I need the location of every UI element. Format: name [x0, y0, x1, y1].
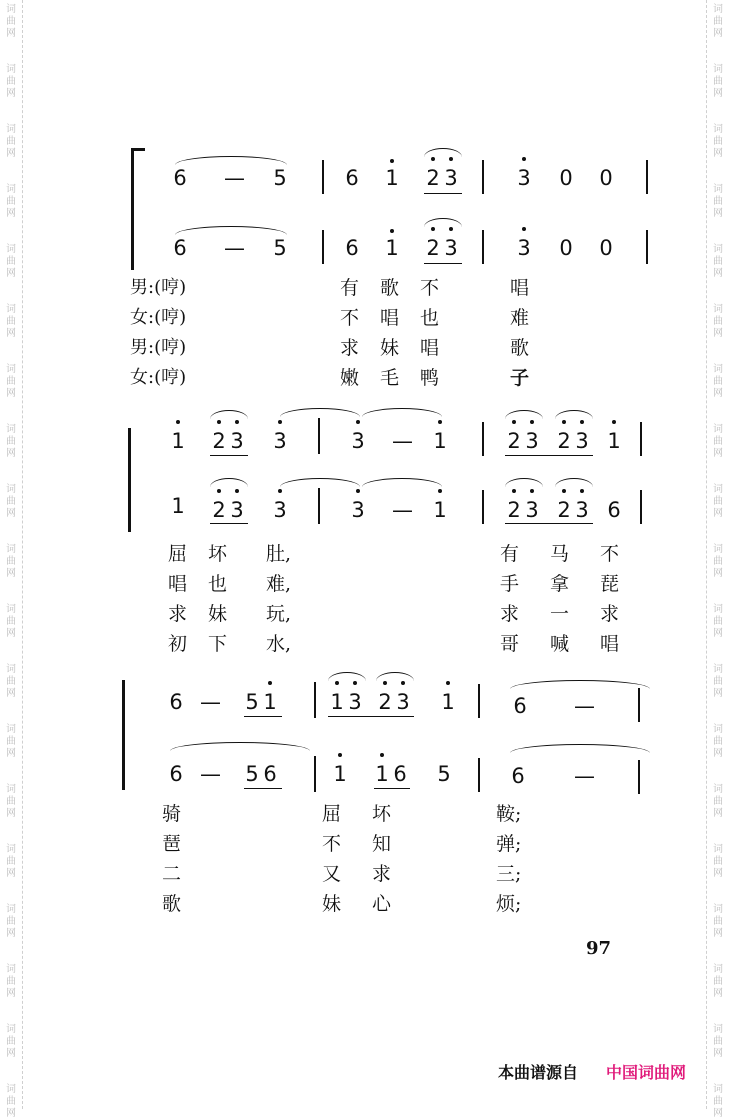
note: 5	[273, 166, 287, 190]
lyric: 鞍;	[496, 803, 522, 825]
note: 6	[169, 762, 183, 786]
watermark-text: 词 曲 网	[713, 784, 723, 819]
system-bracket	[122, 680, 125, 790]
tie	[280, 478, 360, 487]
note: 0	[599, 236, 613, 260]
octave-dot	[522, 227, 526, 231]
lyric: 唱	[600, 633, 620, 655]
watermark-column-right	[706, 0, 725, 1119]
underline	[210, 523, 248, 524]
octave-dot	[338, 753, 342, 757]
octave-dot	[522, 157, 526, 161]
barline	[482, 490, 484, 524]
lyric: 三;	[496, 863, 522, 885]
octave-dot	[512, 420, 516, 424]
note: 1	[171, 494, 185, 518]
sustain-dash: —	[200, 690, 221, 714]
sustain-dash: —	[392, 429, 413, 453]
watermark-text: 词 曲 网	[6, 904, 16, 939]
slur	[424, 218, 462, 227]
lyric: 不	[340, 307, 360, 329]
system-bracket-top	[131, 148, 145, 151]
octave-dot	[431, 227, 435, 231]
note: 6	[169, 690, 183, 714]
octave-dot	[530, 489, 534, 493]
lyric: 有	[500, 543, 520, 565]
lyric: 求	[600, 603, 620, 625]
lyric: 喊	[550, 633, 570, 655]
watermark-text: 词 曲 网	[713, 64, 723, 99]
tie	[170, 742, 310, 751]
sustain-dash: —	[574, 764, 595, 788]
underline	[505, 523, 593, 524]
note: 3	[348, 690, 362, 714]
octave-dot	[446, 681, 450, 685]
watermark-text: 词 曲 网	[6, 784, 16, 819]
barline	[482, 230, 484, 264]
slur	[505, 478, 543, 487]
lyric: 歌	[162, 893, 182, 915]
lyric: 坏	[372, 803, 392, 825]
note: 3	[230, 429, 244, 453]
note: 5	[273, 236, 287, 260]
note: 3	[351, 429, 365, 453]
octave-dot	[390, 229, 394, 233]
watermark-text: 词 曲 网	[713, 964, 723, 999]
lyric: 不	[420, 277, 440, 299]
octave-dot	[278, 420, 282, 424]
sustain-dash: —	[392, 498, 413, 522]
lyric: 求	[372, 863, 392, 885]
slur	[555, 478, 593, 487]
lyric: 鸭	[420, 367, 440, 389]
underline	[244, 788, 282, 789]
octave-dot	[176, 420, 180, 424]
note: 3	[525, 429, 539, 453]
watermark-text: 词 曲 网	[6, 124, 16, 159]
role-label: 男:(哼)	[130, 277, 187, 298]
underline	[424, 193, 462, 194]
underline	[424, 263, 462, 264]
lyric: 也	[208, 573, 228, 595]
note: 3	[396, 690, 410, 714]
watermark-text: 词 曲 网	[713, 724, 723, 759]
tie	[362, 478, 442, 487]
barline	[646, 160, 648, 194]
barline	[482, 422, 484, 456]
source-label: 本曲谱源自	[498, 1063, 579, 1082]
octave-dot	[268, 681, 272, 685]
lyric: 求	[168, 603, 188, 625]
note: 3	[273, 429, 287, 453]
octave-dot	[235, 489, 239, 493]
barline	[318, 418, 320, 454]
note: 1	[330, 690, 344, 714]
underline	[505, 455, 593, 456]
note: 2	[507, 429, 521, 453]
tie	[362, 408, 442, 417]
note: 2	[212, 429, 226, 453]
watermark-text: 词 曲 网	[6, 964, 16, 999]
page-number: 97	[586, 938, 612, 959]
lyric: 玩,	[266, 603, 292, 625]
note: 5	[437, 762, 451, 786]
watermark-text: 词 曲 网	[713, 304, 723, 339]
note: 0	[559, 166, 573, 190]
lyric: 骑	[162, 803, 182, 825]
lyric: 唱	[420, 337, 440, 359]
barline	[638, 688, 640, 722]
note: 3	[517, 166, 531, 190]
watermark-text: 词 曲 网	[713, 604, 723, 639]
note: 2	[507, 498, 521, 522]
note: 3	[444, 166, 458, 190]
octave-dot	[356, 489, 360, 493]
note: 1	[263, 690, 277, 714]
lyric: 求	[500, 603, 520, 625]
note: 1	[385, 236, 399, 260]
lyric: 子	[510, 367, 530, 389]
note: 2	[212, 498, 226, 522]
lyric: 知	[372, 833, 392, 855]
note: 3	[273, 498, 287, 522]
system-bracket	[128, 428, 131, 532]
octave-dot	[449, 227, 453, 231]
barline	[322, 230, 324, 264]
role-label: 女:(哼)	[130, 367, 187, 388]
underline	[374, 788, 410, 789]
lyric: 一	[550, 603, 570, 625]
octave-dot	[612, 420, 616, 424]
lyric: 求	[340, 337, 360, 359]
barline	[482, 160, 484, 194]
note: 3	[230, 498, 244, 522]
note: 2	[557, 498, 571, 522]
lyric: 屈	[168, 543, 188, 565]
watermark-text: 词 曲 网	[713, 904, 723, 939]
site-link[interactable]: 中国词曲网	[606, 1063, 687, 1082]
barline	[478, 758, 480, 792]
octave-dot	[438, 420, 442, 424]
octave-dot	[530, 420, 534, 424]
note: 3	[525, 498, 539, 522]
barline	[640, 490, 642, 524]
sustain-dash: —	[224, 236, 245, 260]
octave-dot	[380, 753, 384, 757]
sustain-dash: —	[224, 166, 245, 190]
barline	[478, 684, 480, 718]
octave-dot	[401, 681, 405, 685]
tie	[175, 156, 287, 165]
note: 6	[511, 764, 525, 788]
note: 1	[375, 762, 389, 786]
lyric: 歌	[380, 277, 400, 299]
note: 6	[393, 762, 407, 786]
lyric: 哥	[500, 633, 520, 655]
lyric: 琶	[162, 833, 182, 855]
lyric: 妹	[322, 893, 342, 915]
lyric: 难,	[266, 573, 292, 595]
watermark-text: 词 曲 网	[713, 1024, 723, 1059]
lyric: 唱	[168, 573, 188, 595]
lyric: 唱	[510, 277, 530, 299]
lyric: 弹;	[496, 833, 522, 855]
watermark-text: 词 曲 网	[6, 1024, 16, 1059]
note: 1	[333, 762, 347, 786]
watermark-text: 词 曲 网	[6, 844, 16, 879]
lyric: 心	[372, 893, 392, 915]
barline	[638, 760, 640, 794]
watermark-text: 词 曲 网	[713, 484, 723, 519]
note: 3	[517, 236, 531, 260]
barline	[314, 682, 316, 718]
lyric: 马	[550, 543, 570, 565]
lyric: 又	[322, 863, 342, 885]
watermark-text: 词 曲 网	[6, 64, 16, 99]
note: 2	[378, 690, 392, 714]
slur	[376, 672, 414, 681]
watermark-text: 词 曲 网	[713, 244, 723, 279]
lyric: 屈	[322, 803, 342, 825]
note: 5	[245, 690, 259, 714]
octave-dot	[383, 681, 387, 685]
underline	[244, 716, 282, 717]
watermark-text: 词 曲 网	[713, 1084, 723, 1119]
watermark-text: 词 曲 网	[6, 604, 16, 639]
note: 5	[245, 762, 259, 786]
lyric: 初	[168, 633, 188, 655]
lyric: 烦;	[496, 893, 522, 915]
lyric: 手	[500, 573, 520, 595]
lyric: 不	[322, 833, 342, 855]
watermark-text: 词 曲 网	[6, 664, 16, 699]
lyric: 也	[420, 307, 440, 329]
octave-dot	[562, 489, 566, 493]
watermark-text: 词 曲 网	[6, 4, 16, 39]
role-label: 男:(哼)	[130, 337, 187, 358]
slur	[328, 672, 366, 681]
octave-dot	[217, 420, 221, 424]
lyric: 毛	[380, 367, 400, 389]
note: 1	[441, 690, 455, 714]
watermark-text: 词 曲 网	[713, 544, 723, 579]
watermark-text: 词 曲 网	[6, 244, 16, 279]
watermark-text: 词 曲 网	[6, 484, 16, 519]
role-label: 女:(哼)	[130, 307, 187, 328]
octave-dot	[449, 157, 453, 161]
watermark-text: 词 曲 网	[713, 184, 723, 219]
note: 1	[171, 429, 185, 453]
note: 1	[433, 498, 447, 522]
note: 1	[433, 429, 447, 453]
note: 3	[575, 498, 589, 522]
note: 6	[607, 498, 621, 522]
octave-dot	[235, 420, 239, 424]
octave-dot	[431, 157, 435, 161]
slur	[210, 410, 248, 419]
tie	[510, 680, 650, 689]
lyric: 二	[162, 863, 182, 885]
octave-dot	[562, 420, 566, 424]
note: 6	[345, 166, 359, 190]
note: 6	[173, 236, 187, 260]
note: 3	[444, 236, 458, 260]
lyric: 拿	[550, 573, 570, 595]
lyric: 歌	[510, 337, 530, 359]
note: 6	[345, 236, 359, 260]
underline	[328, 716, 414, 717]
watermark-text: 词 曲 网	[6, 304, 16, 339]
octave-dot	[512, 489, 516, 493]
watermark-text: 词 曲 网	[6, 364, 16, 399]
lyric: 坏	[208, 543, 228, 565]
note: 6	[513, 694, 527, 718]
lyric: 下	[208, 633, 228, 655]
slur	[210, 478, 248, 487]
barline	[640, 422, 642, 456]
note: 1	[385, 166, 399, 190]
note: 2	[426, 166, 440, 190]
sustain-dash: —	[200, 762, 221, 786]
octave-dot	[356, 420, 360, 424]
watermark-text: 词 曲 网	[6, 424, 16, 459]
note: 1	[607, 429, 621, 453]
note: 2	[557, 429, 571, 453]
tie	[175, 226, 287, 235]
note: 2	[426, 236, 440, 260]
sustain-dash: —	[574, 694, 595, 718]
lyric: 妹	[208, 603, 228, 625]
octave-dot	[335, 681, 339, 685]
octave-dot	[217, 489, 221, 493]
octave-dot	[390, 159, 394, 163]
lyric: 难	[510, 307, 530, 329]
watermark-text: 词 曲 网	[6, 544, 16, 579]
watermark-text: 词 曲 网	[6, 724, 16, 759]
octave-dot	[438, 489, 442, 493]
lyric: 妹	[380, 337, 400, 359]
watermark-text: 词 曲 网	[713, 4, 723, 39]
barline	[646, 230, 648, 264]
lyric: 唱	[380, 307, 400, 329]
octave-dot	[278, 489, 282, 493]
tie	[510, 744, 650, 753]
watermark-column-left	[4, 0, 23, 1119]
note: 3	[351, 498, 365, 522]
lyric: 琵	[600, 573, 620, 595]
note: 6	[173, 166, 187, 190]
watermark-text: 词 曲 网	[6, 184, 16, 219]
tie	[280, 408, 360, 417]
barline	[314, 756, 316, 792]
watermark-text: 词 曲 网	[713, 664, 723, 699]
underline	[210, 455, 248, 456]
note: 0	[599, 166, 613, 190]
barline	[318, 488, 320, 524]
lyric: 肚,	[266, 543, 292, 565]
lyric: 不	[600, 543, 620, 565]
note: 6	[263, 762, 277, 786]
barline	[322, 160, 324, 194]
octave-dot	[580, 420, 584, 424]
lyric: 有	[340, 277, 360, 299]
watermark-text: 词 曲 网	[713, 844, 723, 879]
system-bracket	[131, 148, 134, 270]
lyric: 嫩	[340, 367, 360, 389]
octave-dot	[353, 681, 357, 685]
lyric: 水,	[266, 633, 292, 655]
watermark-text: 词 曲 网	[6, 1084, 16, 1119]
octave-dot	[580, 489, 584, 493]
watermark-text: 词 曲 网	[713, 124, 723, 159]
slur	[505, 410, 543, 419]
watermark-text: 词 曲 网	[713, 364, 723, 399]
slur	[424, 148, 462, 157]
watermark-text: 词 曲 网	[713, 424, 723, 459]
note: 0	[559, 236, 573, 260]
slur	[555, 410, 593, 419]
note: 3	[575, 429, 589, 453]
